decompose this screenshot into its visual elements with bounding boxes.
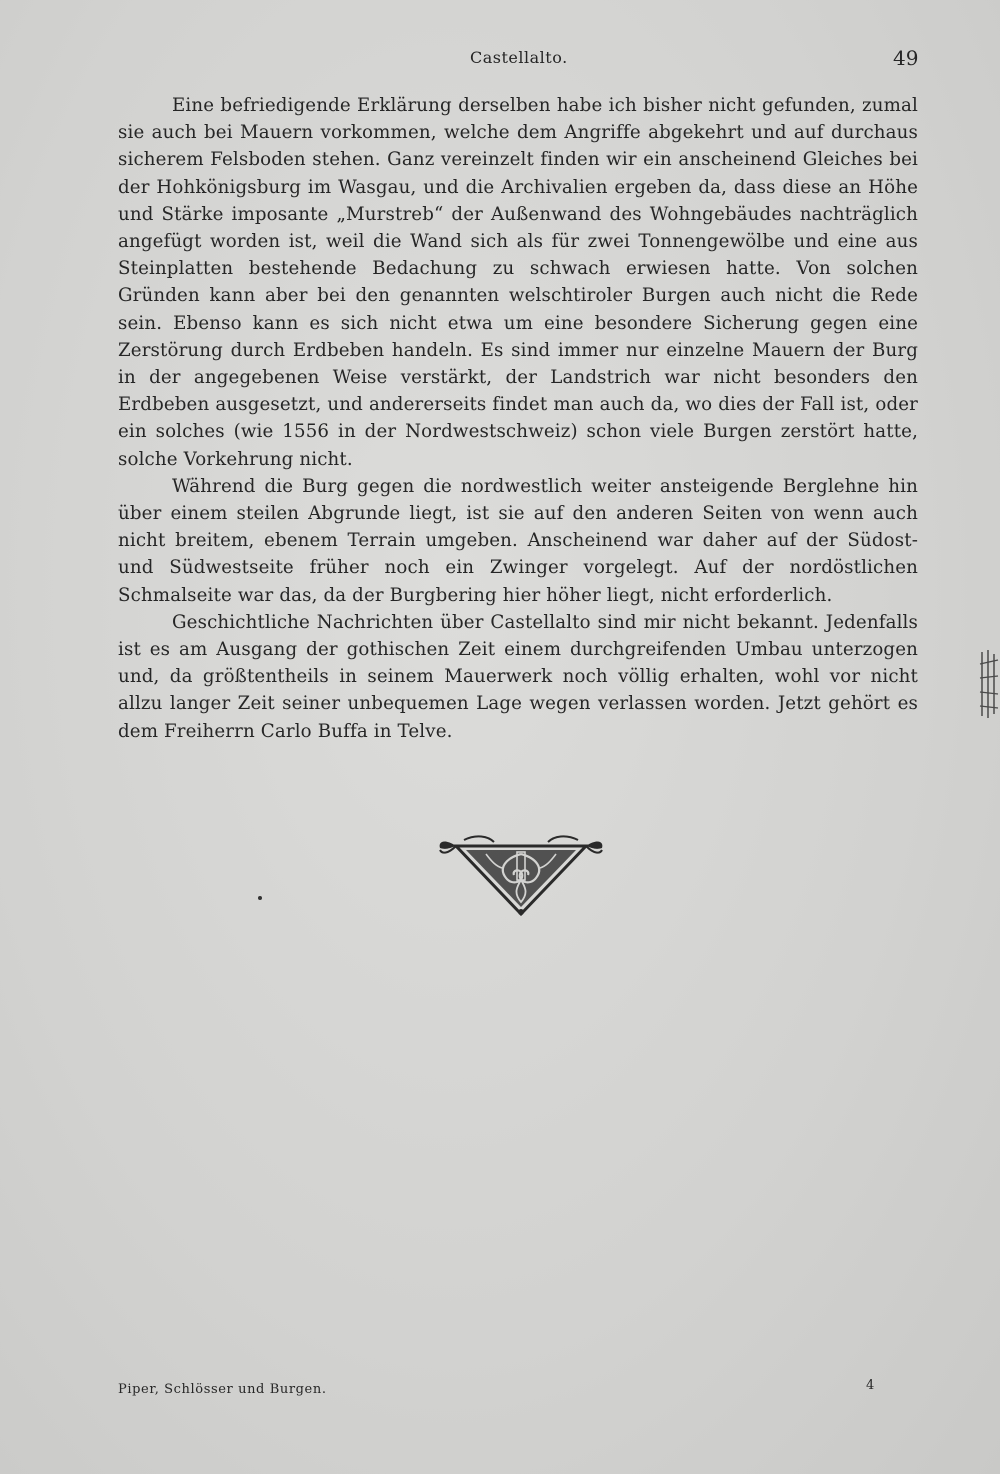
- running-head: [0, 46, 1000, 74]
- running-title: Castellalto.: [470, 48, 568, 67]
- paragraph-2: Während die Burg gegen die nordwestlich weiter ansteigende Berglehne hin über einem steilen Abgrunde liegt, ist sie auf den anderen Seiten von wenn auch nicht breitem, ebenem Terrain umgeben. Anscheinend war daher auf der Südost- und Südwestseite früher noch ein Zwinger vorgelegt. Auf der nordöstlichen Schmalseite war das, da der Burgbering hier höher liegt, nicht erforderlich.: [118, 475, 918, 606]
- margin-stamp-mark: [978, 648, 1000, 720]
- ink-speck: [258, 896, 262, 900]
- paragraph-3: Geschichtliche Nachrichten über Castellalto sind mir nicht bekannt. Jedenfalls ist es am Ausgang der gothischen Zeit einem durchgreifenden Umbau unterzogen und, da größtentheils in seinem Mauerwerk noch völlig erhalten, wohl vor nicht allzu langer Zeit seiner unbequemen Lage wegen verlassen worden. Jetzt gehört es dem Freiherrn Carlo Buffa in Telve.: [118, 611, 918, 742]
- footer-signature: Piper, Schlösser und Burgen.: [118, 1382, 327, 1397]
- sheet-number: 4: [866, 1378, 875, 1393]
- page-number: 49: [893, 46, 919, 70]
- body-text: [118, 92, 918, 745]
- floral-vignette-icon: [436, 828, 606, 918]
- paragraph-1: Eine befriedigende Erklärung derselben habe ich bisher nicht gefunden, zumal sie auch bei Mauern vorkommen, welche dem Angriffe abgekehrt und auf durchaus sicherem Felsboden stehen. Ganz vereinzelt finden wir ein anscheinend Gleiches bei der Hohkönigsburg im Wasgau, und die Archivalien ergeben da, dass diese an Höhe und Stärke imposante „Murstreb“ der Außenwand des Wohngebäudes nachträglich angefügt worden ist, weil die Wand sich als für zwei Tonnengewölbe und eine aus Steinplatten bestehende Bedachung zu schwach erwiesen hatte. Von solchen Gründen kann aber bei den genannten welschtiroler Burgen auch nicht die Rede sein. Ebenso kann es sich nicht etwa um eine besondere Sicherung gegen eine Zerstörung durch Erdbeben handeln. Es sind immer nur einzelne Mauern der Burg in der angegebenen Weise verstärkt, der Landstrich war nicht besonders den Erdbeben ausgesetzt, und andererseits findet man auch da, wo dies der Fall ist, oder ein solches (wie 1556 in der Nordwestschweiz) schon viele Burgen zerstört hatte, solche Vorkehrung nicht.: [118, 95, 918, 470]
